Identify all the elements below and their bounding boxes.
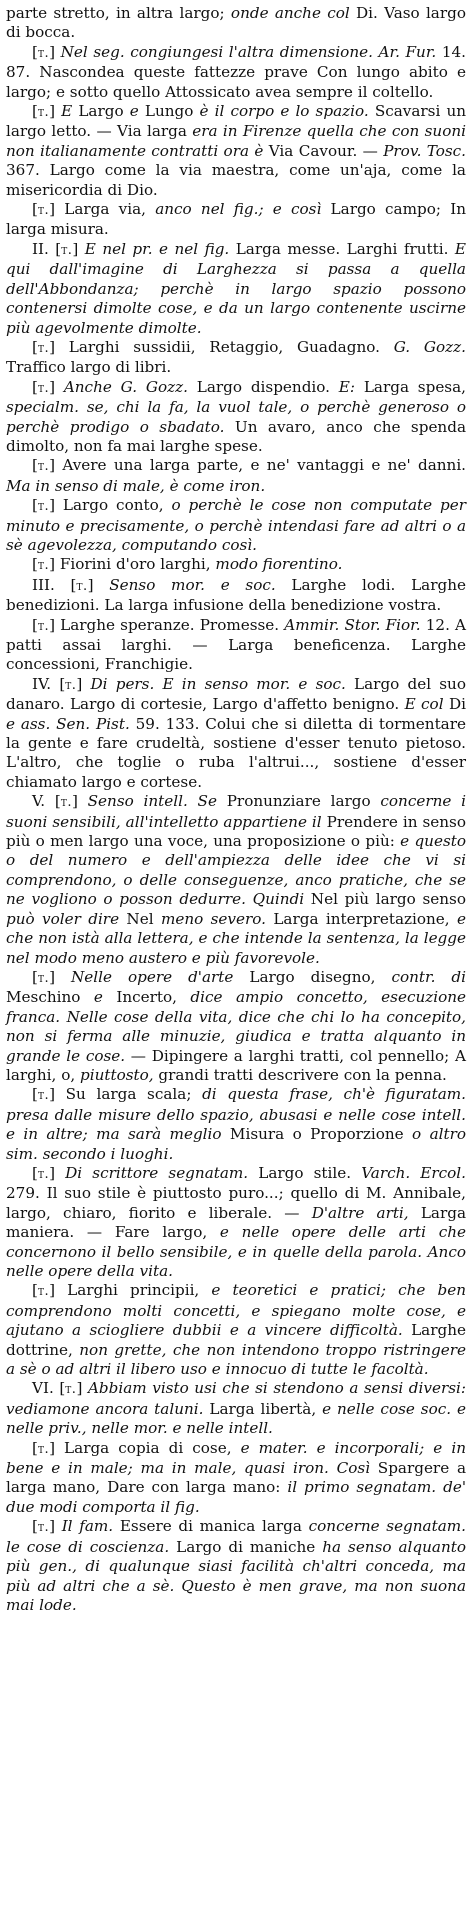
italic-text: Prov. Tosc. (383, 141, 467, 160)
dictionary-paragraph (6, 200, 466, 240)
body-text: 279. Il suo stile è piuttosto puro...; quello di M. Annibale, largo, chiaro, fiorito e liberale. — (6, 1184, 466, 1222)
italic-text: era in Firenze quella che con suoni non italianamente contratti ora è (6, 122, 466, 160)
dictionary-paragraph (6, 792, 466, 968)
body-text: Larghe dottrine, (6, 1321, 466, 1359)
italic-text: Senso mor. e soc. (109, 575, 276, 594)
body-text: ] Fiorini d'oro larghi, (49, 555, 216, 574)
italic-text: Ma in senso di male, è come iron. (6, 476, 266, 495)
italic-text: meno severo. (160, 909, 266, 928)
body-text: [ (32, 1163, 38, 1182)
body-text: Larga maniera. — Fare largo, (6, 1203, 466, 1242)
source-abbreviation: t. (37, 1284, 50, 1300)
body-text: [ (32, 102, 38, 121)
body-text: ] Larghe speranze. Promesse. (49, 615, 285, 634)
italic-text: E nel pr. e nel fig. (84, 239, 230, 258)
body-text: Essere di manica larga (113, 1517, 309, 1536)
body-text: ] Larghi sussidii, Retaggio, Guadagno. (49, 337, 394, 356)
dictionary-paragraph (6, 378, 466, 457)
italic-text: può voler dire (6, 909, 120, 928)
body-text: ] Largo conto, (49, 496, 172, 515)
dictionary-paragraph (6, 968, 466, 1085)
source-abbreviation: t. (60, 795, 72, 811)
source-abbreviation: t. (37, 1088, 50, 1104)
dictionary-paragraph (6, 1281, 466, 1379)
body-text: Misura o Proporzione (221, 1125, 413, 1144)
body-text: ] (71, 792, 88, 811)
body-text: Via Cavour. — (263, 141, 384, 160)
dictionary-paragraph (6, 576, 466, 616)
source-abbreviation: t. (37, 499, 50, 515)
italic-text: onde anche col (230, 4, 350, 22)
dictionary-paragraph (6, 1517, 466, 1615)
italic-text: dice ampio concetto, esecuzione franca. Nelle cose della vita, dice che chi lo ha concepito, non si ferma alle minuzie, giudica e tratta alquanto in grande le cose. (6, 988, 467, 1065)
body-text: [ (32, 496, 38, 515)
source-abbreviation: t. (76, 578, 88, 594)
dictionary-paragraph (6, 43, 466, 102)
italic-text: o perchè le cose non computate per minuto e precisamente, o perchè intendasi fare ad altri o a sè agevolezza, computando così. (6, 496, 466, 554)
italic-text: è il corpo e lo spazio. (199, 102, 369, 121)
body-text: Pronunziare largo (216, 792, 381, 811)
source-abbreviation: t. (37, 459, 50, 475)
body-text: [ (32, 967, 38, 986)
body-text: grandi tratti descrivere con la penna. (153, 1065, 447, 1084)
body-text: Largo campo; In larga misura. (6, 200, 467, 239)
source-abbreviation: t. (37, 1166, 50, 1182)
italic-text: Senso intell. Se (87, 792, 217, 811)
body-text: 59. 133. Colui che si diletta di tormentare la gente e fare crudeltà, sostiene d'esser tenuto pietoso. L'altro, che toglie o ruba l'altrui..., sostiene d'esser chiamato largo e cortese. (6, 714, 466, 791)
italic-text: piuttosto, (80, 1065, 154, 1084)
italic-text: di questa frase, ch'è figuratam. presa dalle misure dello spazio, abusasi e nelle cose intell. e in altre; ma sarà meglio (6, 1085, 466, 1144)
body-text: Largo del suo danaro. Largo di cortesie, Largo d'affetto benigno. (6, 674, 466, 714)
italic-text: Anche G. Gozz. (63, 377, 188, 396)
body-text: parte stretto, in altra largo; (6, 4, 231, 22)
body-text: ] Avere una larga parte, e ne' vantaggi e ne' danni. (49, 456, 466, 475)
body-text: [ (32, 1085, 38, 1104)
body-text: Nel (119, 909, 161, 928)
body-text: Largo di maniche (169, 1537, 323, 1556)
italic-text: E col (404, 695, 444, 714)
dictionary-paragraph (6, 496, 466, 555)
source-abbreviation: t. (37, 45, 50, 61)
body-text: ] Larga via, (49, 200, 156, 219)
dictionary-paragraph (6, 555, 466, 575)
body-text: [ (32, 456, 38, 475)
italic-text: e nelle cose soc. e nelle priv., nelle mor. e nelle intell. (6, 1399, 466, 1438)
body-text: Spargere a larga mano, Dare con larga mano: (6, 1459, 466, 1497)
body-text: [ (32, 377, 38, 396)
source-abbreviation: t. (37, 970, 50, 986)
body-text: ] Larga copia di cose, (49, 1438, 241, 1457)
source-abbreviation: t. (61, 242, 73, 258)
body-text: ] (76, 674, 91, 693)
source-abbreviation: t. (37, 1520, 50, 1536)
italic-text: Ammir. Stor. Fior. (284, 615, 421, 634)
italic-text: D'altre arti, (311, 1203, 409, 1222)
italic-text: Varch. Ercol. (361, 1163, 466, 1182)
italic-text: e questo o del numero e dell'ampiezza delle idee che vi si comprendono, o delle conseguenze, anco pratiche, che se ne vogliono o posson dedurre. Quindi (6, 832, 466, 909)
body-text: III. [ (32, 575, 77, 594)
source-abbreviation: t. (65, 1382, 77, 1398)
dictionary-paragraph (6, 1439, 466, 1518)
body-text: ] (49, 1163, 66, 1182)
body-text: [ (32, 337, 38, 356)
body-text: Prendere in senso più o men largo una voce, una proposizione o più: (6, 812, 466, 851)
body-text: Largo disegno, (233, 967, 392, 986)
source-abbreviation: t. (37, 105, 50, 121)
body-text: ] (49, 42, 61, 61)
body-text: Nel più largo senso (304, 890, 466, 909)
italic-text: Nel seg. congiungesi l'altra dimensione. Ar. Fur. (60, 42, 437, 61)
body-text: [ (32, 1517, 38, 1536)
italic-text: E: (338, 377, 356, 396)
dictionary-paragraph (6, 102, 466, 200)
dictionary-paragraph (6, 1085, 466, 1164)
italic-text: Di scrittore segnatam. (65, 1163, 249, 1182)
body-text: Largo (72, 102, 130, 121)
body-text: Di. Vaso largo di bocca. (6, 4, 466, 42)
body-text: Meschino (6, 988, 94, 1007)
body-text: ] (49, 967, 71, 986)
dictionary-paragraph (6, 4, 466, 43)
body-text: ] (76, 1379, 88, 1398)
body-text: Larga spesa, (355, 377, 466, 396)
body-text: [ (32, 200, 38, 219)
body-text: ] (49, 1517, 62, 1536)
body-text: ] (49, 377, 64, 396)
source-abbreviation: t. (37, 340, 50, 356)
body-text: 14. 87. Nascondea queste fattezze prave Con lungo abito e largo; e sotto quello Attossicato avea sempre il coltello. (6, 42, 466, 101)
body-text: 12. A patti assai larghi. — Larga beneficenza. Larghe concessioni, Franchigie. (6, 615, 466, 674)
italic-text: e ass. Sen. Pist. (6, 714, 130, 733)
italic-text: Nelle opere d'arte (71, 967, 234, 986)
italic-text: e che non istà alla lettera, e che intende la sentenza, la legge nel modo meno austero e più favorevole. (6, 909, 466, 967)
italic-text: G. Gozz. (393, 337, 466, 356)
body-text: VI. [ (32, 1379, 66, 1398)
body-text: Larga interpretazione, (265, 909, 457, 928)
italic-text: e (93, 988, 103, 1007)
body-text: II. [ (32, 239, 62, 258)
italic-text: Il fam. (61, 1517, 114, 1536)
italic-text: Abbiam visto usi che si stendono a sensi diversi: vediamone ancora taluni. (6, 1379, 466, 1418)
italic-text: concerne segnatam. le cose di coscienza. (6, 1517, 467, 1556)
italic-text: specialm. se, chi la fa, la vuol tale, o perchè generoso o perchè prodigo o sbadato. (6, 398, 466, 436)
italic-text: e (129, 102, 139, 121)
body-text: Traffico largo di libri. (6, 358, 172, 377)
italic-text: concerne i suoni sensibili, all'intelletto appartiene il (6, 792, 466, 831)
source-abbreviation: t. (37, 380, 50, 396)
italic-text: contr. di (391, 967, 466, 986)
source-abbreviation: t. (37, 1441, 50, 1457)
dictionary-paragraph (6, 1379, 466, 1438)
body-text: ] Larghi principii, (49, 1281, 212, 1300)
body-text: Incerto, (102, 988, 191, 1007)
italic-text: ha senso alquanto più gen., di qualunque siasi facilità ch'altri conceda, ma più ad altri che a sè. Questo è men grave, ma non suona mai lode. (6, 1537, 466, 1614)
italic-text: il primo segnatam. de' due modi comporta il fig. (6, 1478, 466, 1516)
body-text: ] (72, 239, 85, 258)
source-abbreviation: t. (37, 558, 50, 574)
italic-text: modo fiorentino. (215, 555, 343, 574)
dictionary-paragraph (6, 1164, 466, 1281)
italic-text: E qui dall'imagine di Larghezza si passa a quella dell'Abbondanza; perchè in largo spazio possono contenersi dimolte cose, e da un largo contenente uscirne più agevolmente dimolte. (6, 239, 466, 337)
body-text: ] (87, 575, 110, 594)
italic-text: non grette, che non intendono troppo ristringere a sè o ad altri il libero uso e innocuo di tutte le facoltà. (6, 1340, 466, 1379)
body-text: Larghe lodi. Larghe benedizioni. La larga infusione della benedizione vostra. (6, 575, 466, 615)
italic-text: o altro sim. secondo i luoghi. (6, 1125, 466, 1163)
dictionary-paragraph (6, 338, 466, 378)
dictionary-paragraph (6, 675, 466, 792)
source-abbreviation: t. (37, 618, 50, 634)
body-text: Scavarsi un largo letto. — Via larga (6, 102, 467, 141)
italic-text: e mater. e incorporali; e in bene e in male; ma in male, quasi iron. Così (6, 1438, 466, 1478)
source-abbreviation: t. (65, 677, 77, 693)
body-text: ] (49, 102, 62, 121)
dictionary-paragraph (6, 456, 466, 496)
dictionary-paragraph (6, 616, 466, 675)
body-text: Un avaro, anco che spenda dimolto, non fa mai larghe spese. (6, 417, 466, 455)
body-text: Lungo (138, 102, 200, 121)
body-text: — Dipingere a larghi tratti, col pennello; A larghi, o, (6, 1046, 466, 1084)
body-text: 367. Largo come la via maestra, come un'aja, come la misericordia di Dio. (6, 161, 466, 199)
italic-text: e teoretici e pratici; che ben comprendono molti concetti, e spiegano molte cose, e ajutano a sciogliere dubbii e a vincere difficoltà. (6, 1281, 466, 1340)
body-text: Largo dispendio. (187, 377, 339, 396)
body-text: [ (32, 555, 38, 574)
italic-text: e nelle opere delle arti che concernono il bello sensibile, e in quelle della parola. Anco nelle opere della vita. (6, 1223, 466, 1280)
body-text: ] Su larga scala; (49, 1085, 203, 1104)
body-text: Larga libertà, (203, 1399, 323, 1418)
source-abbreviation: t. (37, 203, 50, 219)
body-text: Di (443, 695, 466, 714)
body-text: V. [ (32, 792, 61, 811)
dictionary-paragraph (6, 240, 466, 338)
body-text: IV. [ (32, 674, 66, 693)
body-text: [ (32, 615, 38, 634)
body-text: [ (32, 1281, 38, 1300)
italic-text: E (61, 102, 73, 121)
body-text: Larga messe. Larghi frutti. (229, 239, 455, 258)
body-text: [ (32, 1438, 38, 1457)
body-text: Largo stile. (248, 1163, 362, 1182)
italic-text: Di pers. E in senso mor. e soc. (90, 674, 346, 693)
body-text: [ (32, 42, 38, 61)
italic-text: anco nel fig.; e così (155, 200, 322, 219)
